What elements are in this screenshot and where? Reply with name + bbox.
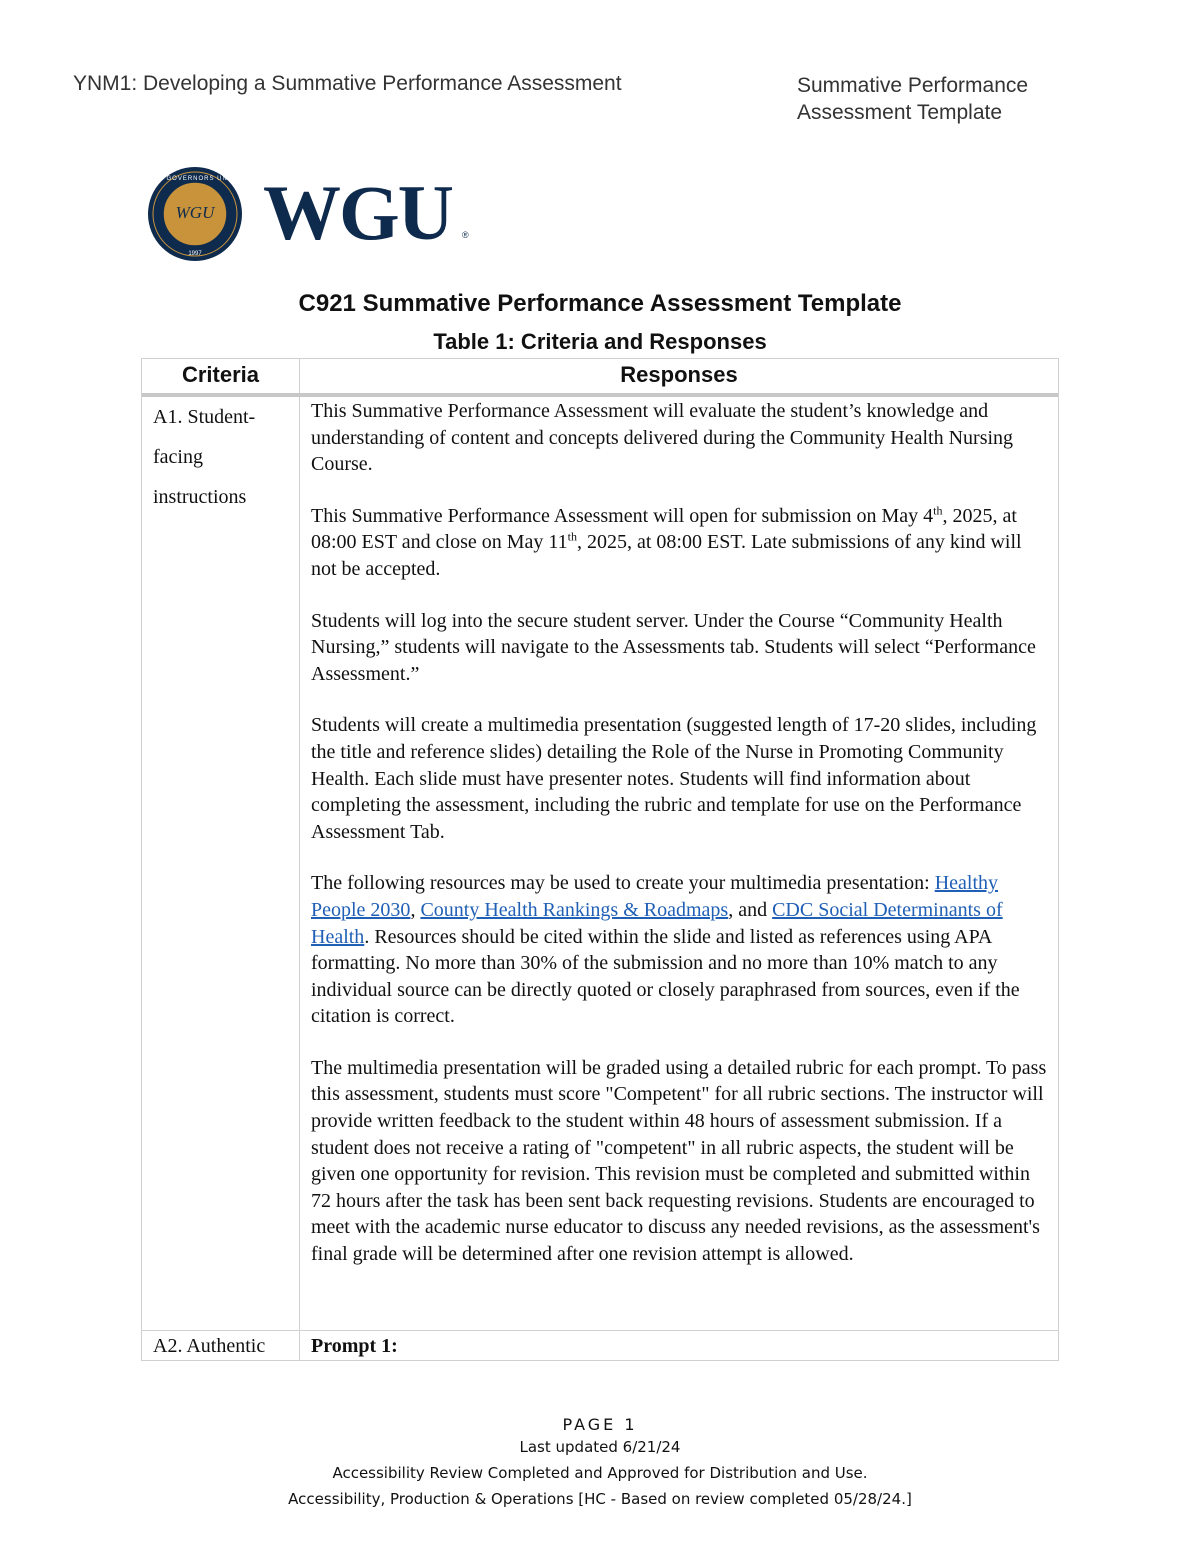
response-paragraph-resources: The following resources may be used to create your multimedia presentation: Healthy People 2030, County Health Rankings & Roadmaps, and CDC Social Determinants of Health. Resources should be cited within the slide and listed as references using APA formatting. No more than 30% of the submission and no more than 10% match to any individual source can be directly quoted or closely paraphrased from sources, even if the citation is correct. <box>311 872 1020 1028</box>
response-paragraph: Students will log into the secure student server. Under the Course “Community Health Nursing,” students will navigate to the Assessments tab. Students will select “Performance Assessment.” <box>311 609 1036 685</box>
row-divider <box>142 1330 1058 1331</box>
svg-text:WGU: WGU <box>175 203 215 222</box>
svg-text:1997: 1997 <box>188 251 202 257</box>
link-cdc-social-determinants[interactable]: CDC Social Determinants of Health <box>311 898 1003 948</box>
response-paragraph: This Summative Performance Assessment will evaluate the student’s knowledge and understanding of content and concepts delivered during the Community Health Nursing Course. <box>311 400 1014 476</box>
header-responses: Responses <box>620 362 738 387</box>
response-paragraph: The multimedia presentation will be graded using a detailed rubric for each prompt. To pass this assessment, students must score "Competent" for all rubric sections. The instructor will provide written feedback to the student within 48 hours of assessment submission. If a student does not receive a rating of "competent" in all rubric aspects, the student will be given one opportunity for revision. This revision must be completed and submitted within 72 hours after the task has been sent back requesting revisions. Students are encouraged to meet with the academic nurse educator to discuss any needed revisions, as the assessment's final grade will be determined after one revision attempt is allowed. <box>311 1056 1047 1266</box>
column-divider <box>299 359 300 1360</box>
header-document-type: Summative Performance Assessment Template <box>797 74 1029 124</box>
table-header-row <box>142 359 1058 397</box>
accessibility-review: Accessibility Review Completed and Approved for Distribution and Use. <box>332 1464 868 1482</box>
svg-text:WESTERN GOVERNORS UNIVERSITY: WESTERN GOVERNORS UNIVERSITY <box>126 176 264 182</box>
wgu-logo <box>126 160 478 268</box>
page-number: PAGE 1 <box>562 1415 638 1434</box>
response-a2: Prompt 1: <box>311 1335 398 1357</box>
response-a1 <box>311 398 1051 1268</box>
link-healthy-people-2030[interactable]: Healthy People 2030 <box>311 872 999 921</box>
header-course-title: YNM1: Developing a Summative Performance Assessment <box>73 72 622 95</box>
document-title: C921 Summative Performance Assessment Template <box>298 290 902 317</box>
registered-mark: ® <box>462 230 469 240</box>
response-paragraph: Students will create a multimedia presentation (suggested length of 17-20 slides, including the title and reference slides) detailing the Role of the Nurse in Promoting Community Health. Each slide must have presenter notes. Students will find information about completing the assessment, including the rubric and template for use on the Performance Assessment Tab. <box>311 714 1037 843</box>
wgu-wordmark: WGU <box>263 169 452 256</box>
table-title: Table 1: Criteria and Responses <box>433 329 767 354</box>
criteria-table <box>141 358 1059 1361</box>
accessibility-operations: Accessibility, Production & Operations [HC - Based on review completed 05/28/24.] <box>288 1490 912 1508</box>
criteria-a1: A1. Student-facing instructions <box>153 406 256 508</box>
response-paragraph-dates: This Summative Performance Assessment will open for submission on May 4th, 2025, at 08:00 EST and close on May 11th, 2025, at 08:00 EST. Late submissions of any kind will not be accepted. <box>311 503 1022 580</box>
criteria-a2: A2. Authentic <box>153 1335 266 1357</box>
link-county-health-rankings[interactable]: County Health Rankings & Roadmaps <box>420 898 729 921</box>
last-updated: Last updated 6/21/24 <box>519 1438 681 1456</box>
header-criteria: Criteria <box>181 362 260 387</box>
